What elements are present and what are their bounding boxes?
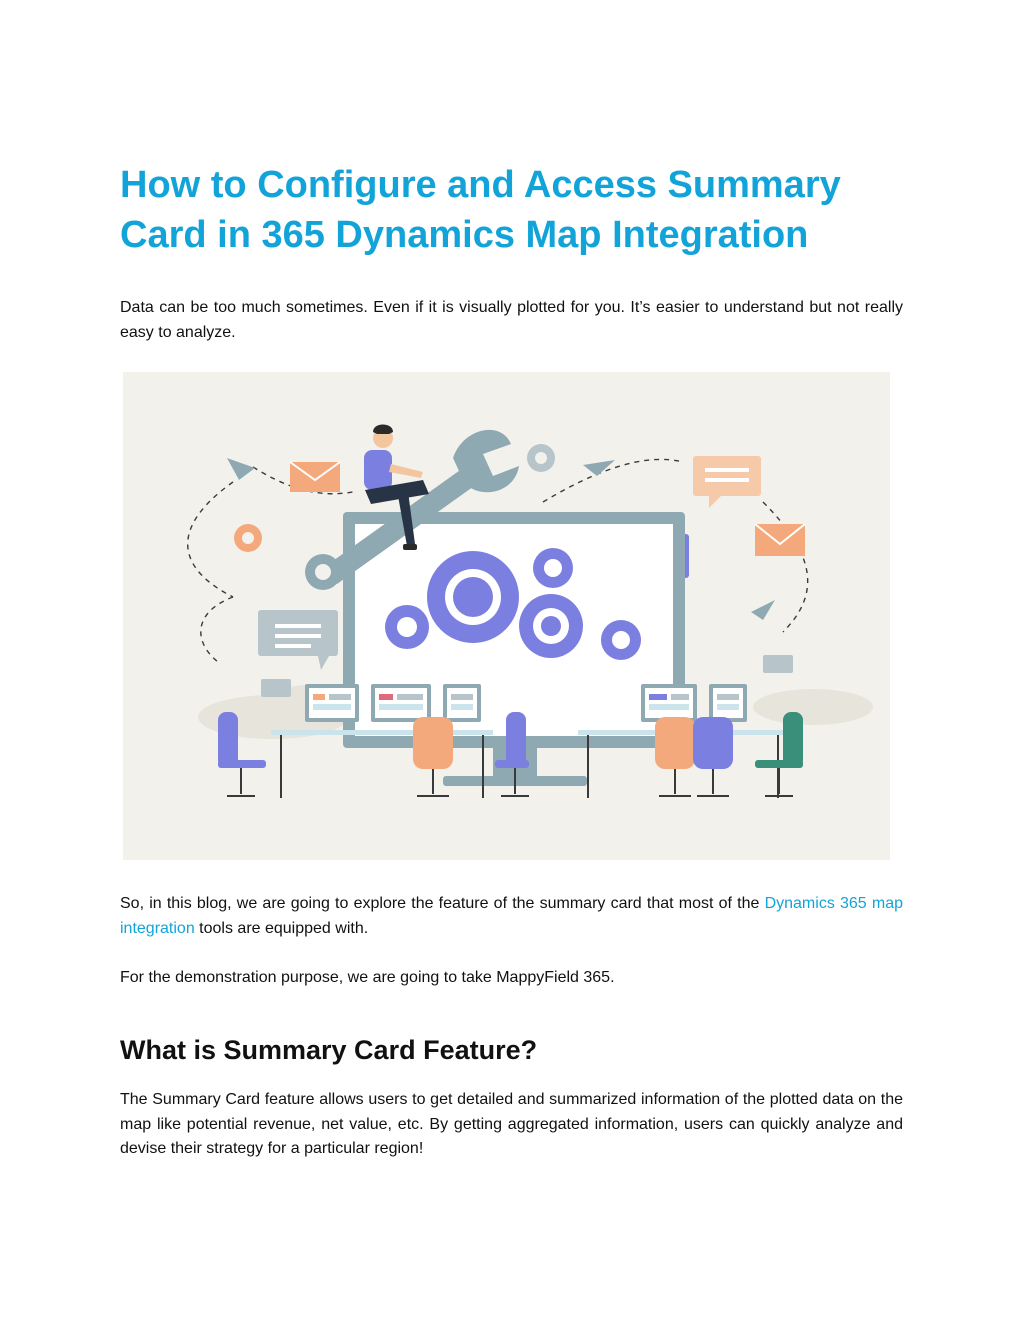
gear-icon	[385, 605, 429, 649]
intro-paragraph: Data can be too much sometimes. Even if it is visually plotted for you. It’s easier to understand but not really easy to analyze.	[120, 299, 903, 341]
paper-plane-icon	[583, 460, 615, 476]
chat-bubble-icon	[258, 610, 338, 670]
gear-icon	[519, 594, 583, 658]
gear-icon	[601, 620, 641, 660]
chat-bubble-icon	[261, 679, 291, 697]
configuration-illustration	[123, 372, 890, 860]
small-monitor	[709, 684, 747, 722]
dynamics-map-integration-link[interactable]: Dynamics 365 map integration	[120, 895, 903, 937]
gear-icon	[527, 444, 555, 472]
chair	[693, 717, 733, 796]
gear-icon	[533, 548, 573, 588]
chat-bubble-icon	[693, 456, 761, 508]
small-monitor	[305, 684, 359, 722]
small-monitor	[641, 684, 697, 722]
gear-icon	[427, 551, 519, 643]
demo-paragraph: For the demonstration purpose, we are going to take MappyField 365.	[120, 969, 615, 986]
gear-icon	[234, 524, 262, 552]
section-heading: What is Summary Card Feature?	[120, 1035, 538, 1065]
paper-plane-icon	[751, 600, 775, 620]
chair	[655, 717, 695, 796]
paper-plane-icon	[227, 458, 255, 480]
section-paragraph: The Summary Card feature allows users to get detailed and summarized information of the plotted data on the map like potential revenue, net value, etc. By getting aggregated information, users can quickly analyze and devise their strategy for a particular region!	[120, 1091, 903, 1157]
hero-illustration	[123, 372, 890, 860]
article-title: How to Configure and Access Summary Card in 365 Dynamics Map Integration	[120, 164, 841, 256]
blog-paragraph	[120, 892, 903, 941]
small-monitor	[443, 684, 481, 722]
blog-paragraph-text-before: So, in this blog, we are going to explore the feature of the summary card that most of the	[120, 895, 760, 912]
envelope-icon	[290, 462, 340, 492]
envelope-icon	[755, 524, 805, 556]
chat-bubble-icon	[763, 655, 793, 673]
blog-paragraph-text-after: tools are equipped with.	[199, 919, 369, 937]
small-monitor	[371, 684, 431, 722]
